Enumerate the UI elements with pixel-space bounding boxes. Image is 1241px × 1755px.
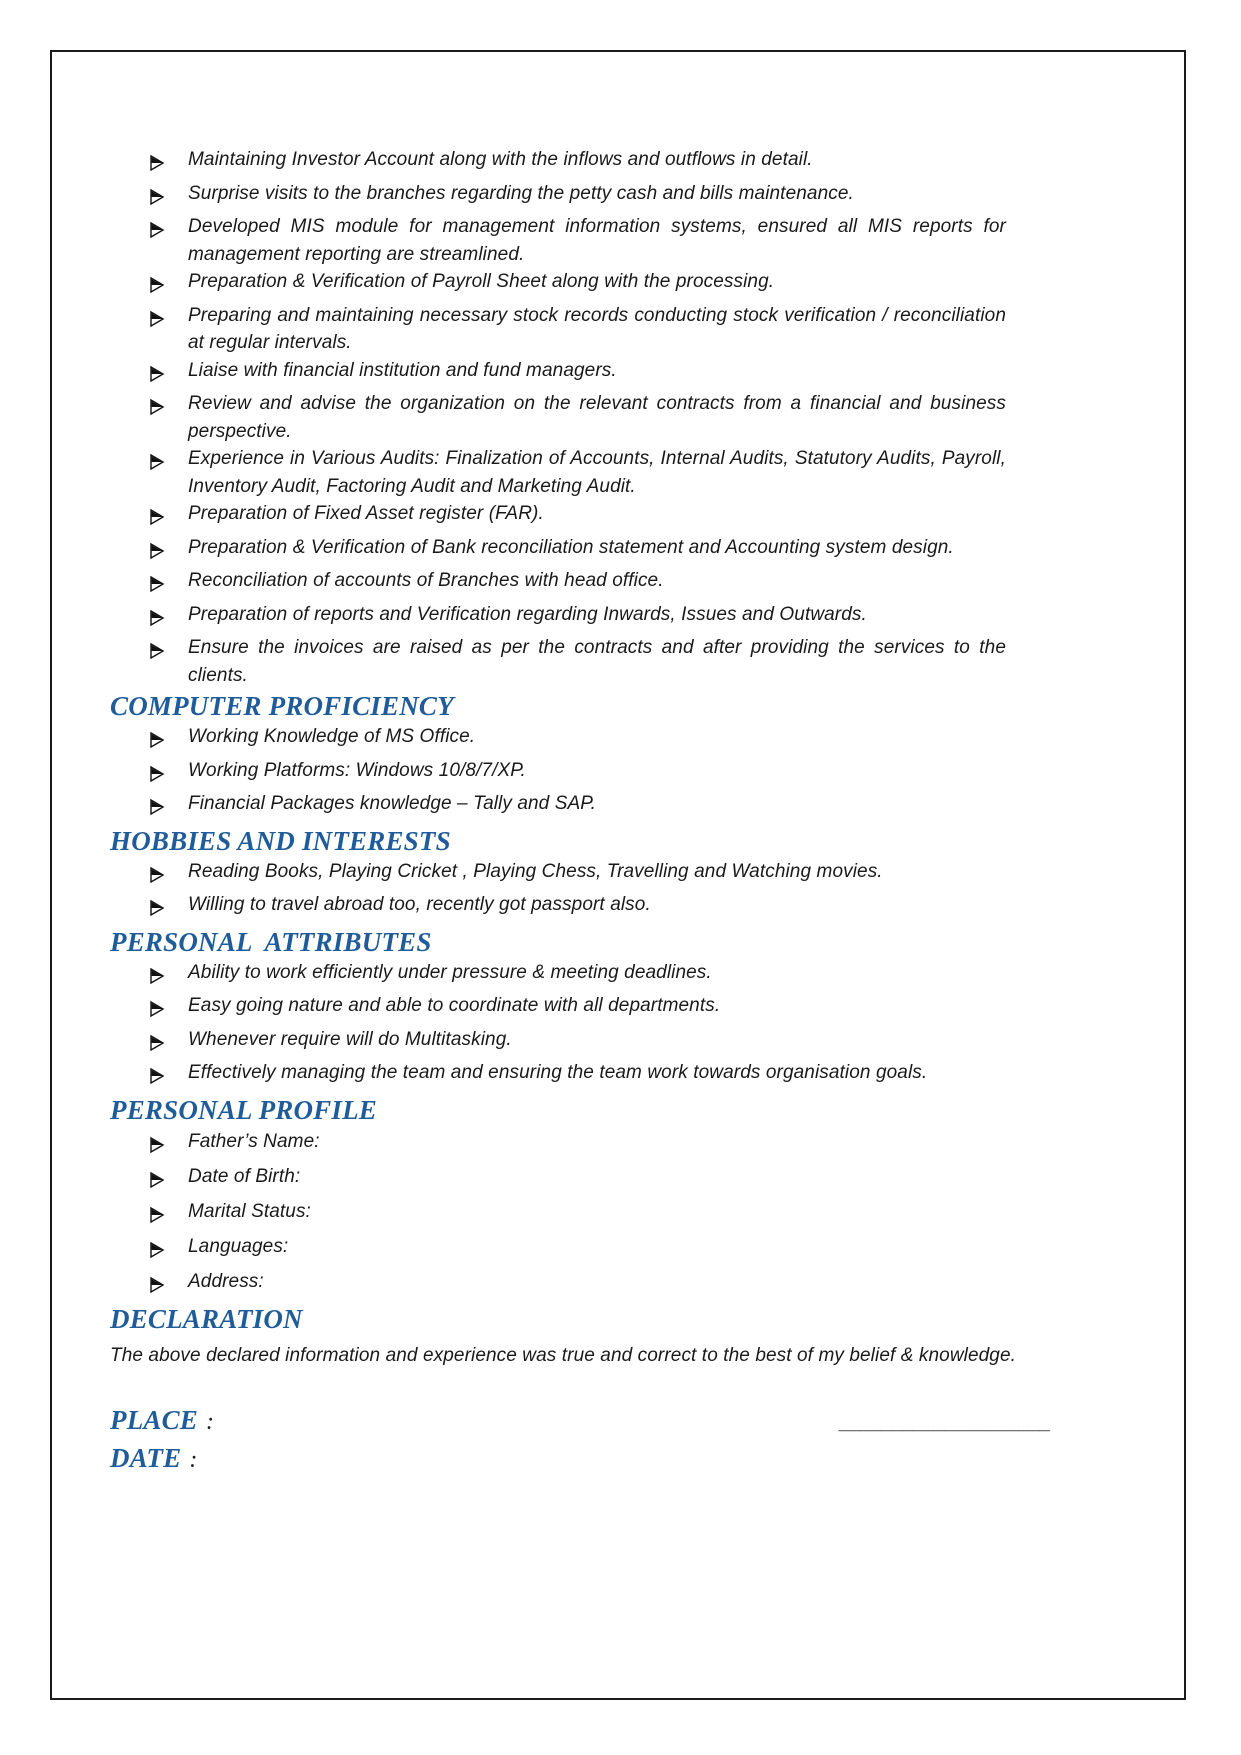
hobbies-list [52, 858, 1006, 925]
list-item [150, 858, 1006, 892]
list-item-text: Ability to work efficiently under pressure & meeting deadlines. [188, 961, 712, 983]
arrow-bullet-icon [150, 1026, 188, 1060]
list-item-text: Marital Status: [188, 1200, 311, 1222]
list-item-text: Ensure the invoices are raised as per the contracts and after providing the services to the clients. [188, 637, 1006, 686]
declaration-text: The above declared information and experience was true and correct to the best of my belief & knowledge. [110, 1344, 1017, 1366]
list-item-text: Working Knowledge of MS Office. [188, 726, 476, 747]
date-colon: : [189, 1447, 198, 1473]
personal-attributes-list [52, 959, 1006, 1093]
list-item [150, 992, 1006, 1026]
arrow-bullet-icon [150, 268, 188, 302]
list-item [150, 1197, 1006, 1232]
place-label: PLACE [110, 1405, 199, 1435]
section-heading-personal-attributes: PERSONAL ATTRIBUTES [110, 926, 432, 957]
list-item [150, 357, 1006, 391]
arrow-bullet-icon [150, 858, 188, 892]
arrow-bullet-icon [150, 992, 188, 1026]
arrow-bullet-icon [150, 891, 188, 925]
duties-list [52, 146, 1006, 689]
list-item [150, 601, 1006, 635]
list-item-text: Preparing and maintaining necessary stock records conducting stock verification / reconciliation at regular intervals. [188, 304, 1006, 353]
arrow-bullet-icon [150, 180, 188, 214]
arrow-bullet-icon [150, 567, 188, 601]
list-item-text: Date of Birth: [188, 1165, 301, 1187]
computer-proficiency-list [52, 723, 1006, 824]
list-item [150, 390, 1006, 445]
arrow-bullet-icon [150, 723, 188, 757]
list-item-text: Preparation of Fixed Asset register (FAR). [188, 503, 544, 524]
list-item [150, 1162, 1006, 1197]
arrow-bullet-icon [150, 790, 188, 824]
list-item-text: Developed MIS module for management information systems, ensured all MIS reports for management reporting are streamlined. [188, 216, 1006, 265]
list-item-text: Preparation & Verification of Payroll Sheet along with the processing. [188, 271, 775, 292]
list-item-text: Reconciliation of accounts of Branches with head office. [188, 570, 664, 591]
arrow-bullet-icon [150, 357, 188, 391]
signature-block [110, 1403, 1050, 1477]
page-content [52, 52, 1184, 1698]
list-item [150, 534, 1006, 568]
list-item [150, 723, 1006, 757]
arrow-bullet-icon [150, 390, 188, 424]
section-heading-personal-profile: PERSONAL PROFILE [110, 1094, 377, 1125]
list-item [150, 959, 1006, 993]
list-item-text: Liaise with financial institution and fund managers. [188, 359, 617, 381]
page-border [50, 50, 1186, 1700]
list-item [150, 146, 1006, 180]
section-heading-hobbies: HOBBIES AND INTERESTS [110, 825, 451, 856]
arrow-bullet-icon [150, 757, 188, 791]
list-item-text: Father’s Name: [188, 1130, 320, 1152]
arrow-bullet-icon [150, 634, 188, 668]
arrow-bullet-icon [150, 1162, 188, 1197]
signature-line: ____________________ [838, 1413, 1050, 1434]
list-item-text: Address: [188, 1270, 264, 1292]
list-item [150, 1059, 1006, 1093]
list-item [150, 790, 1006, 824]
arrow-bullet-icon [150, 445, 188, 479]
list-item-text: Languages: [188, 1235, 289, 1257]
list-item [150, 213, 1006, 268]
place-row [110, 1403, 1050, 1441]
list-item [150, 500, 1006, 534]
list-item-text: Reading Books, Playing Cricket , Playing Chess, Travelling and Watching movies. [188, 860, 883, 882]
list-item-text: Review and advise the organization on the relevant contracts from a financial and business perspective. [188, 393, 1006, 442]
date-label: DATE [110, 1443, 182, 1473]
list-item-text: Working Platforms: Windows 10/8/7/XP. [188, 759, 526, 781]
list-item-text: Effectively managing the team and ensuring the team work towards organisation goals. [188, 1062, 928, 1083]
list-item [150, 180, 1006, 214]
list-item-text: Easy going nature and able to coordinate with all departments. [188, 995, 721, 1016]
list-item-text: Preparation & Verification of Bank reconciliation statement and Accounting system design. [188, 536, 954, 558]
list-item-text: Surprise visits to the branches regarding the petty cash and bills maintenance. [188, 182, 854, 204]
list-item-text: Preparation of reports and Verification regarding Inwards, Issues and Outwards. [188, 603, 867, 625]
list-item [150, 1232, 1006, 1267]
arrow-bullet-icon [150, 959, 188, 993]
arrow-bullet-icon [150, 1059, 188, 1093]
arrow-bullet-icon [150, 1197, 188, 1232]
list-item [150, 891, 1006, 925]
list-item-text: Whenever require will do Multitasking. [188, 1028, 512, 1050]
arrow-bullet-icon [150, 146, 188, 180]
section-heading-computer-proficiency: COMPUTER PROFICIENCY [110, 691, 454, 721]
arrow-bullet-icon [150, 1127, 188, 1162]
list-item [150, 1127, 1006, 1162]
list-item-text: Experience in Various Audits: Finalization of Accounts, Internal Audits, Statutory Audits, Payroll, Inventory Audit, Factoring Audit and Marketing Audit. [188, 448, 1006, 497]
section-heading-declaration: DECLARATION [110, 1303, 303, 1334]
list-item [150, 1026, 1006, 1060]
personal-profile-list [52, 1127, 1006, 1302]
list-item-text: Willing to travel abroad too, recently got passport also. [188, 894, 651, 915]
list-item [150, 445, 1006, 500]
arrow-bullet-icon [150, 1232, 188, 1267]
list-item [150, 757, 1006, 791]
arrow-bullet-icon [150, 302, 188, 336]
date-row [110, 1441, 1026, 1477]
list-item [150, 1267, 1006, 1302]
list-item [150, 268, 1006, 302]
list-item [150, 634, 1006, 689]
place-colon: : [206, 1409, 215, 1435]
arrow-bullet-icon [150, 534, 188, 568]
list-item-text: Financial Packages knowledge – Tally and SAP. [188, 793, 596, 814]
list-item-text: Maintaining Investor Account along with the inflows and outflows in detail. [188, 149, 813, 170]
list-item [150, 302, 1006, 357]
arrow-bullet-icon [150, 500, 188, 534]
list-item [150, 567, 1006, 601]
arrow-bullet-icon [150, 1267, 188, 1302]
arrow-bullet-icon [150, 601, 188, 635]
arrow-bullet-icon [150, 213, 188, 247]
